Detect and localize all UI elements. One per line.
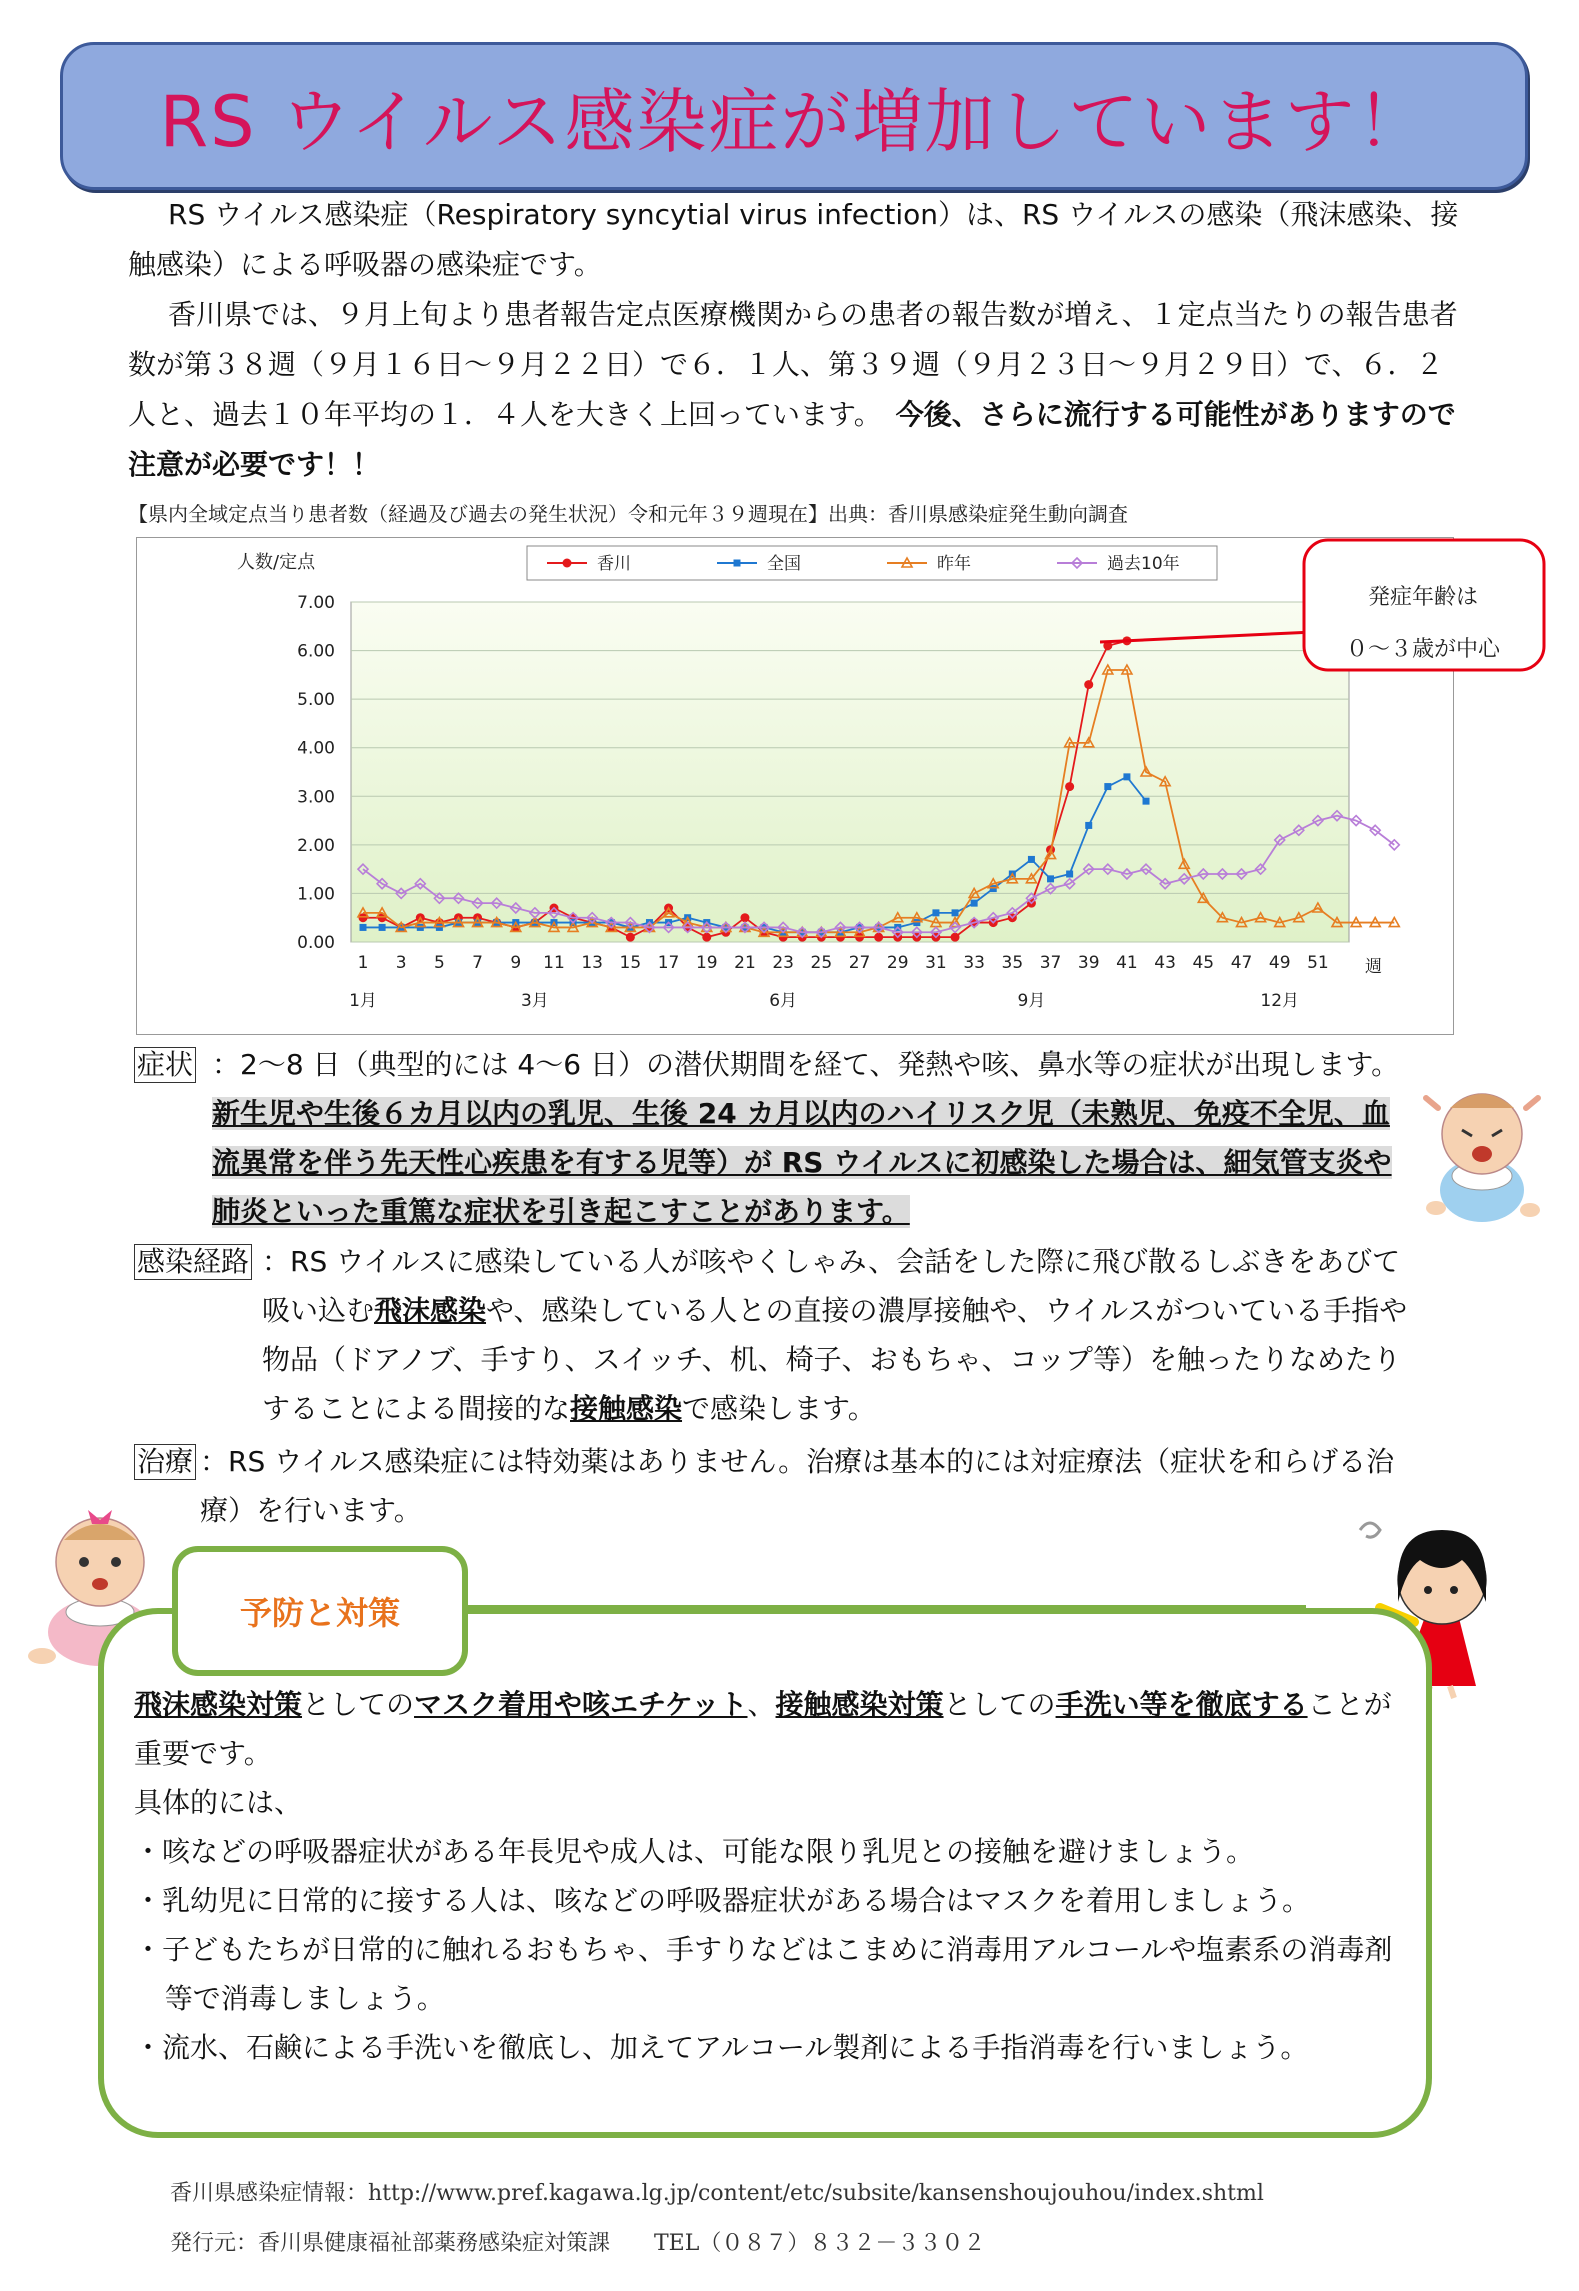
data-point [932, 909, 939, 916]
y-tick-label: 1.00 [297, 884, 335, 905]
footer-publisher: 発行元：香川県健康福祉部薬務感染症対策課 TEL（０８７）８３２－３３０２ [170, 2231, 986, 2256]
symptoms-label: 症状 [134, 1047, 196, 1083]
month-label: 3月 [520, 991, 549, 1011]
y-tick-label: 0.00 [297, 933, 335, 953]
x-tick-label: 21 [734, 953, 756, 973]
month-label: 9月 [1017, 991, 1046, 1011]
data-point [952, 909, 959, 916]
legend-label: 昨年 [937, 554, 971, 574]
intro-section [128, 190, 1468, 490]
prevention-handwash: 手洗い等を徹底する [1055, 1688, 1308, 1721]
prevention-bullet: ・乳幼児に日常的に接する人は、咳などの呼吸器症状がある場合はマスクを着用しましょう。 [134, 1884, 1311, 1917]
data-point [436, 924, 443, 931]
x-tick-label: 43 [1154, 953, 1176, 973]
y-tick-label: 5.00 [297, 690, 335, 711]
x-tick-label: 33 [963, 953, 985, 973]
callout-line-1: 発症年齢は [1367, 585, 1478, 610]
x-tick-label: 1 [357, 953, 369, 973]
x-tick-label: 25 [810, 953, 833, 973]
data-point [913, 919, 920, 926]
crying-baby-illustration [1420, 1078, 1550, 1228]
data-point [702, 933, 711, 942]
callout-line-2: ０～３歳が中心 [1345, 637, 1500, 662]
intro-paragraph-2 [128, 290, 1468, 490]
x-tick-label: 9 [510, 953, 522, 973]
route-label: 感染経路 [134, 1244, 252, 1280]
prevention-bullets [134, 1827, 1414, 2072]
data-point [379, 924, 386, 931]
data-point [626, 933, 635, 942]
prevention-text-2: 、 [747, 1688, 776, 1721]
title-banner [60, 42, 1528, 190]
intro-warning: 今後、さらに流行する可能性がありますので注意が必要です！！ [128, 398, 1456, 481]
prevention-droplet: 飛沫感染対策 [134, 1688, 303, 1721]
x-tick-label: 29 [886, 953, 909, 973]
data-point [1143, 798, 1150, 805]
month-label: 1月 [349, 991, 377, 1011]
x-tick-label: 11 [543, 953, 565, 973]
data-point [951, 933, 960, 942]
route-text-1: ：RS ウイルスに感染している人が咳やくしゃみ、会話をした際に飛び散るしぶきをあびて吸い込む [262, 1245, 1401, 1327]
prevention-mask: マスク着用や咳エチケット [414, 1688, 748, 1721]
data-point [417, 924, 424, 931]
x-tick-label: 41 [1116, 953, 1138, 973]
x-tick-label: 15 [619, 953, 642, 973]
route-label-row [134, 1237, 252, 1287]
prevention-body [134, 1680, 1414, 2072]
prevention-bullet: ・子どもたちが日常的に触れるおもちゃ、手すりなどはこまめに消毒用アルコールや塩素系の消毒剤等で消毒しましょう。 [134, 1933, 1393, 2015]
y-tick-label: 3.00 [297, 787, 335, 808]
chart-caption: 【県内全域定点当り患者数（経過及び過去の発生状況）令和元年３９週現在】出典：香川県感染症発生動向調査 [128, 502, 1128, 526]
route-contact: 接触感染 [570, 1392, 683, 1425]
page-title: RS ウイルス感染症が増加しています！ [159, 80, 1429, 163]
prevention-tab [172, 1546, 468, 1676]
route-body [262, 1237, 1410, 1433]
treatment-label: 治療 [134, 1444, 196, 1480]
route-text-2: や、感染している人との直接の濃厚接触や、ウイルスがついている手指や物品（ドアノブ、手すり、スイッチ、机、椅子、おもちゃ、コップ等）を触ったりなめたりすることによる間接的な [262, 1294, 1408, 1425]
prevention-text-4: ことが重要です。 [134, 1688, 1392, 1770]
symptoms-body [212, 1040, 1412, 1236]
legend-label: 香川 [597, 554, 631, 574]
x-tick-label: 5 [433, 953, 445, 973]
x-tick-label: 45 [1192, 953, 1215, 973]
x-tick-label: 7 [472, 953, 484, 973]
prevention-bullet: ・流水、石鹸による手洗いを徹底し、加えてアルコール製剤による手指消毒を行いましょう。 [134, 2031, 1309, 2064]
x-tick-label: 37 [1039, 953, 1062, 973]
intro-paragraph-2-text: 香川県では、９月上旬より患者報告定点医療機関からの患者の報告数が増え、１定点当たりの報告患者数が第３８週（９月１６日～９月２２日）で６．１人、第３９週（９月２３日～９月２９日）で、６．２人と、過去１０年平均の１．４人を大きく上回っています。 [128, 298, 1458, 431]
y-axis-label: 人数/定点 [237, 552, 316, 573]
symptoms-label-row [134, 1040, 196, 1090]
data-point [971, 900, 978, 907]
y-tick-label: 6.00 [297, 641, 335, 662]
data-point [1084, 680, 1093, 689]
data-point [990, 885, 997, 892]
x-tick-label: 17 [657, 953, 680, 973]
legend-label: 過去10年 [1107, 554, 1180, 574]
x-tick-label: 19 [695, 953, 718, 973]
x-tick-label: 51 [1307, 953, 1329, 973]
treatment-body: ：RS ウイルス感染症には特効薬はありません。治療は基本的には対症療法（症状を和らげる治療）を行います。 [200, 1445, 1395, 1527]
route-text-3: で感染します。 [682, 1392, 876, 1425]
x-tick-label: 13 [581, 953, 603, 973]
data-point [874, 933, 883, 942]
y-tick-label: 4.00 [297, 738, 335, 759]
x-tick-label: 35 [1001, 953, 1024, 973]
data-point [1028, 856, 1035, 863]
intro-paragraph-1: RS ウイルス感染症（Respiratory syncytial virus infection）は、RS ウイルスの感染（飛沫感染、接触感染）による呼吸器の感染症です。 [128, 198, 1459, 281]
symptoms-warning: 新生児や生後６カ月以内の乳児、生後 24 カ月以内のハイリスク児（未熟児、免疫不全児、血流異常を伴う先天性心疾患を有する児等）が RS ウイルスに初感染した場合は、細気管支炎や肺炎といった重篤な症状を引き起こすことがあります。 [212, 1097, 1392, 1228]
x-tick-label: 31 [925, 953, 947, 973]
x-tick-label: 39 [1077, 953, 1100, 973]
symptoms-text: ：2～8 日（典型的には 4～6 日）の潜伏期間を経て、発熱や咳、鼻水等の症状が出現します。 [212, 1048, 1400, 1081]
month-label: 6月 [769, 991, 798, 1011]
footer-info: 香川県感染症情報：http://www.pref.kagawa.lg.jp/content/etc/subsite/kansenshoujouhou/index.shtml [170, 2181, 1264, 2206]
treatment-label-row [134, 1437, 196, 1487]
data-point [1123, 773, 1130, 780]
prevention-text-1: としての [302, 1688, 415, 1721]
data-point [1104, 783, 1111, 790]
x-tick-label: 3 [395, 953, 407, 973]
data-point [734, 560, 741, 567]
prevention-title: 予防と対策 [239, 1594, 400, 1632]
legend-label: 全国 [767, 554, 801, 574]
data-point [563, 559, 572, 568]
data-point [1065, 782, 1074, 791]
prevention-top-line [458, 1605, 1306, 1611]
route-droplet: 飛沫感染 [374, 1294, 487, 1327]
x-tick-label: 27 [848, 953, 871, 973]
prevention-specific: 具体的には、 [134, 1786, 303, 1819]
callout-text [1306, 572, 1540, 676]
x-tick-label: 23 [772, 953, 794, 973]
prevention-summary [134, 1680, 1414, 1778]
data-point [1085, 822, 1092, 829]
prevention-bullet: ・咳などの呼吸器症状がある年長児や成人は、可能な限り乳児との接触を避けましょう。 [134, 1835, 1255, 1868]
data-point [360, 924, 367, 931]
data-point [1047, 875, 1054, 882]
x-unit-label: 週 [1365, 957, 1382, 977]
prevention-text-3: としての [943, 1688, 1056, 1721]
month-label: 12月 [1260, 991, 1300, 1011]
y-tick-label: 7.00 [297, 593, 335, 613]
y-tick-label: 2.00 [297, 835, 335, 856]
x-tick-label: 49 [1268, 953, 1291, 973]
x-tick-label: 47 [1230, 953, 1253, 973]
prevention-contact: 接触感染対策 [775, 1688, 944, 1721]
data-point [1066, 871, 1073, 878]
